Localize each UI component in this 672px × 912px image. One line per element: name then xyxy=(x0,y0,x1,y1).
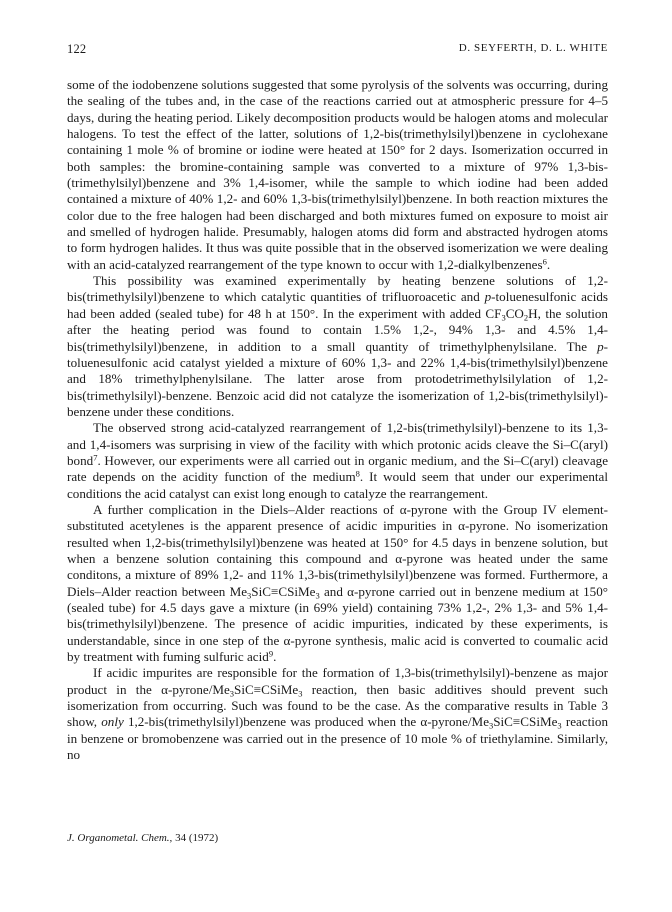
text-run: reaction in benzene or bromobenzene was carried out in the presence of 10 mole % of triethylamine. Similarly, no xyxy=(67,714,608,763)
body-paragraph xyxy=(67,77,608,273)
reference-superscript: 9 xyxy=(268,648,274,659)
text-run: 1,2-bis(trimethylsilyl)benzene was produced when the α-pyrone/Me xyxy=(123,714,490,730)
body-paragraph xyxy=(67,665,608,763)
subscript-text: 3 xyxy=(298,688,303,699)
subscript-text: 3 xyxy=(501,312,506,323)
journal-citation-footer xyxy=(67,832,218,844)
text-run: This possibility was examined experimentally by heating benzene solutions of 1,2-bis(trimethylsilyl)benzene to which catalytic quantities of trifluoroacetic and xyxy=(67,273,608,305)
running-head xyxy=(67,42,608,60)
subscript-text: 3 xyxy=(557,720,562,731)
text-run: -toluenesulfonic acid catalyst yielded a mixture of 60% 1,3- and 22% 1,4-bis(trimethylsilyl)benzene and 18% trimethylphenylsilane. The latter arose from protodetrimethylsilylation of 1,2-bis(trimethylsilyl)-benzene. Benzoic acid did not catalyze the isomerization of 1,2-bis(trimethylsilyl)-benzene under these conditions. xyxy=(67,338,608,419)
journal-volume: 34 (1972) xyxy=(175,832,219,844)
article-body xyxy=(67,77,608,763)
italic-text: p xyxy=(597,338,604,354)
italic-text: p xyxy=(484,289,492,305)
reference-superscript: 8 xyxy=(355,468,360,479)
text-run: . It would seem that under our experimental conditions the acid catalyst can exist long enough to catalyze the rearrangement. xyxy=(67,469,608,501)
text-run: . xyxy=(546,256,551,272)
reference-superscript: 7 xyxy=(93,452,98,463)
subscript-text: 3 xyxy=(489,720,494,731)
body-paragraph xyxy=(67,273,608,420)
text-run: . However, our experiments were all carried out in organic medium, and the Si–C(aryl) cleavage rate depends on the acidity function of the medium xyxy=(67,452,608,485)
subscript-text: 3 xyxy=(315,590,320,601)
text-run: H, the solution after the heating period was found to contain 1.5% 1,2-, 94% 1,3- and 4.5% 1,4-bis(trimethylsilyl)benzene, in addition to a small quantity of trimethylphenylsilane. The xyxy=(67,305,608,354)
text-run: SiC≡CSiMe xyxy=(234,681,299,697)
text-run: SiC≡CSiMe xyxy=(251,583,316,599)
running-head-authors: D. SEYFERTH, D. L. WHITE xyxy=(458,42,608,54)
subscript-text: 3 xyxy=(247,590,252,601)
reference-superscript: 6 xyxy=(542,256,547,267)
text-run: . xyxy=(273,649,277,665)
text-run: SiC≡CSiMe xyxy=(493,714,558,730)
page-number: 122 xyxy=(67,42,87,56)
text-run: A further complication in the Diels–Alder reactions of α-pyrone with the Group IV element-substituted acetylenes is the apparent presence of acidic impurities in α-pyrone. No isomerization resulted when 1,2-bis(trimethylsilyl)benzene was heated at 150° for 4.5 days in benzene solution, but when a benzene solution containing this compound and α-pyrone was heated under the same conditons, a mixture of 89% 1,2- and 11% 1,3-bis(trimethylsilyl)benzene was formed. Furthermore, a Diels–Alder reaction between Me xyxy=(67,501,608,599)
body-paragraph xyxy=(67,502,608,665)
journal-name: J. Organometal. Chem., xyxy=(67,832,173,844)
text-run: -toluenesulfonic acids had been added (sealed tube) for 48 h at 150°. In the experiment with added CF xyxy=(67,289,609,321)
text-run: The observed strong acid-catalyzed rearrangement of 1,2-bis(trimethylsilyl)-benzene to its 1,3- and 1,4-isomers was surprising in view of the facility with which protonic acids cleave the Si–C(aryl) bond xyxy=(67,420,608,468)
text-run: and α-pyrone carried out in benzene medium at 150° (sealed tube) for 4.5 days gave a mixture (in 69% yield) containing 73% 1,2-, 2% 1,3- and 5% 1,4-bis(trimethylsilyl)benzene. The presence of acidic impurities, indicated by these experiments, is understandable, since in one step of the α-pyrone synthesis, malic acid is converted to coumalic acid by treatment with fuming sulfuric acid xyxy=(67,583,608,665)
text-run: If acidic impurites are responsible for the formation of 1,3-bis(trimethylsilyl)-benzene as major product in the α-pyrone/Me xyxy=(67,665,608,697)
text-run: CO xyxy=(505,305,524,321)
subscript-text: 3 xyxy=(229,688,235,699)
italic-text: only xyxy=(101,714,124,730)
text-run: reaction, then basic additives should prevent such isomerization from occurring. Such was found to be the case. As the comparative results in Table 3 show, xyxy=(67,681,608,730)
text-run: some of the iodobenzene solutions suggested that some pyrolysis of the solvents was occurring, during the sealing of the tubes and, in the case of the reactions carried out at atmospheric pressure for 4–5 days, during the heating period. Likely decomposition products would be halogen atoms and molecular halogens. To test the effect of the latter, solutions of 1,2-bis(trimethylsilyl)benzene in cyclohexane containing 1 mole % of bromine or iodine were heated at 150° for 2 days. Isomerization occurred in both samples: the bromine-containing sample was converted to a mixture of 97% 1,3-bis-(trimethylsilyl)benzene and 3% 1,4-isomer, while the sample to which iodine had been added contained a mixture of 40% 1,2- and 60% 1,3-bis(trimethylsilyl)benzene. In both reaction mixtures the color due to the free halogen had been discharged and both mixtures fumed on exposure to moist air and smelled of hydrogen halide. Presumably, halogen atoms did form and abstracted hydrogen atoms to form hydrogen halides. It thus was quite possible that in the observed isomerization we were dealing with an acid-catalyzed rearrangement of the type known to occur with 1,2-dialkylbenzenes xyxy=(67,77,608,272)
body-paragraph xyxy=(67,420,608,502)
subscript-text: 2 xyxy=(523,312,529,323)
